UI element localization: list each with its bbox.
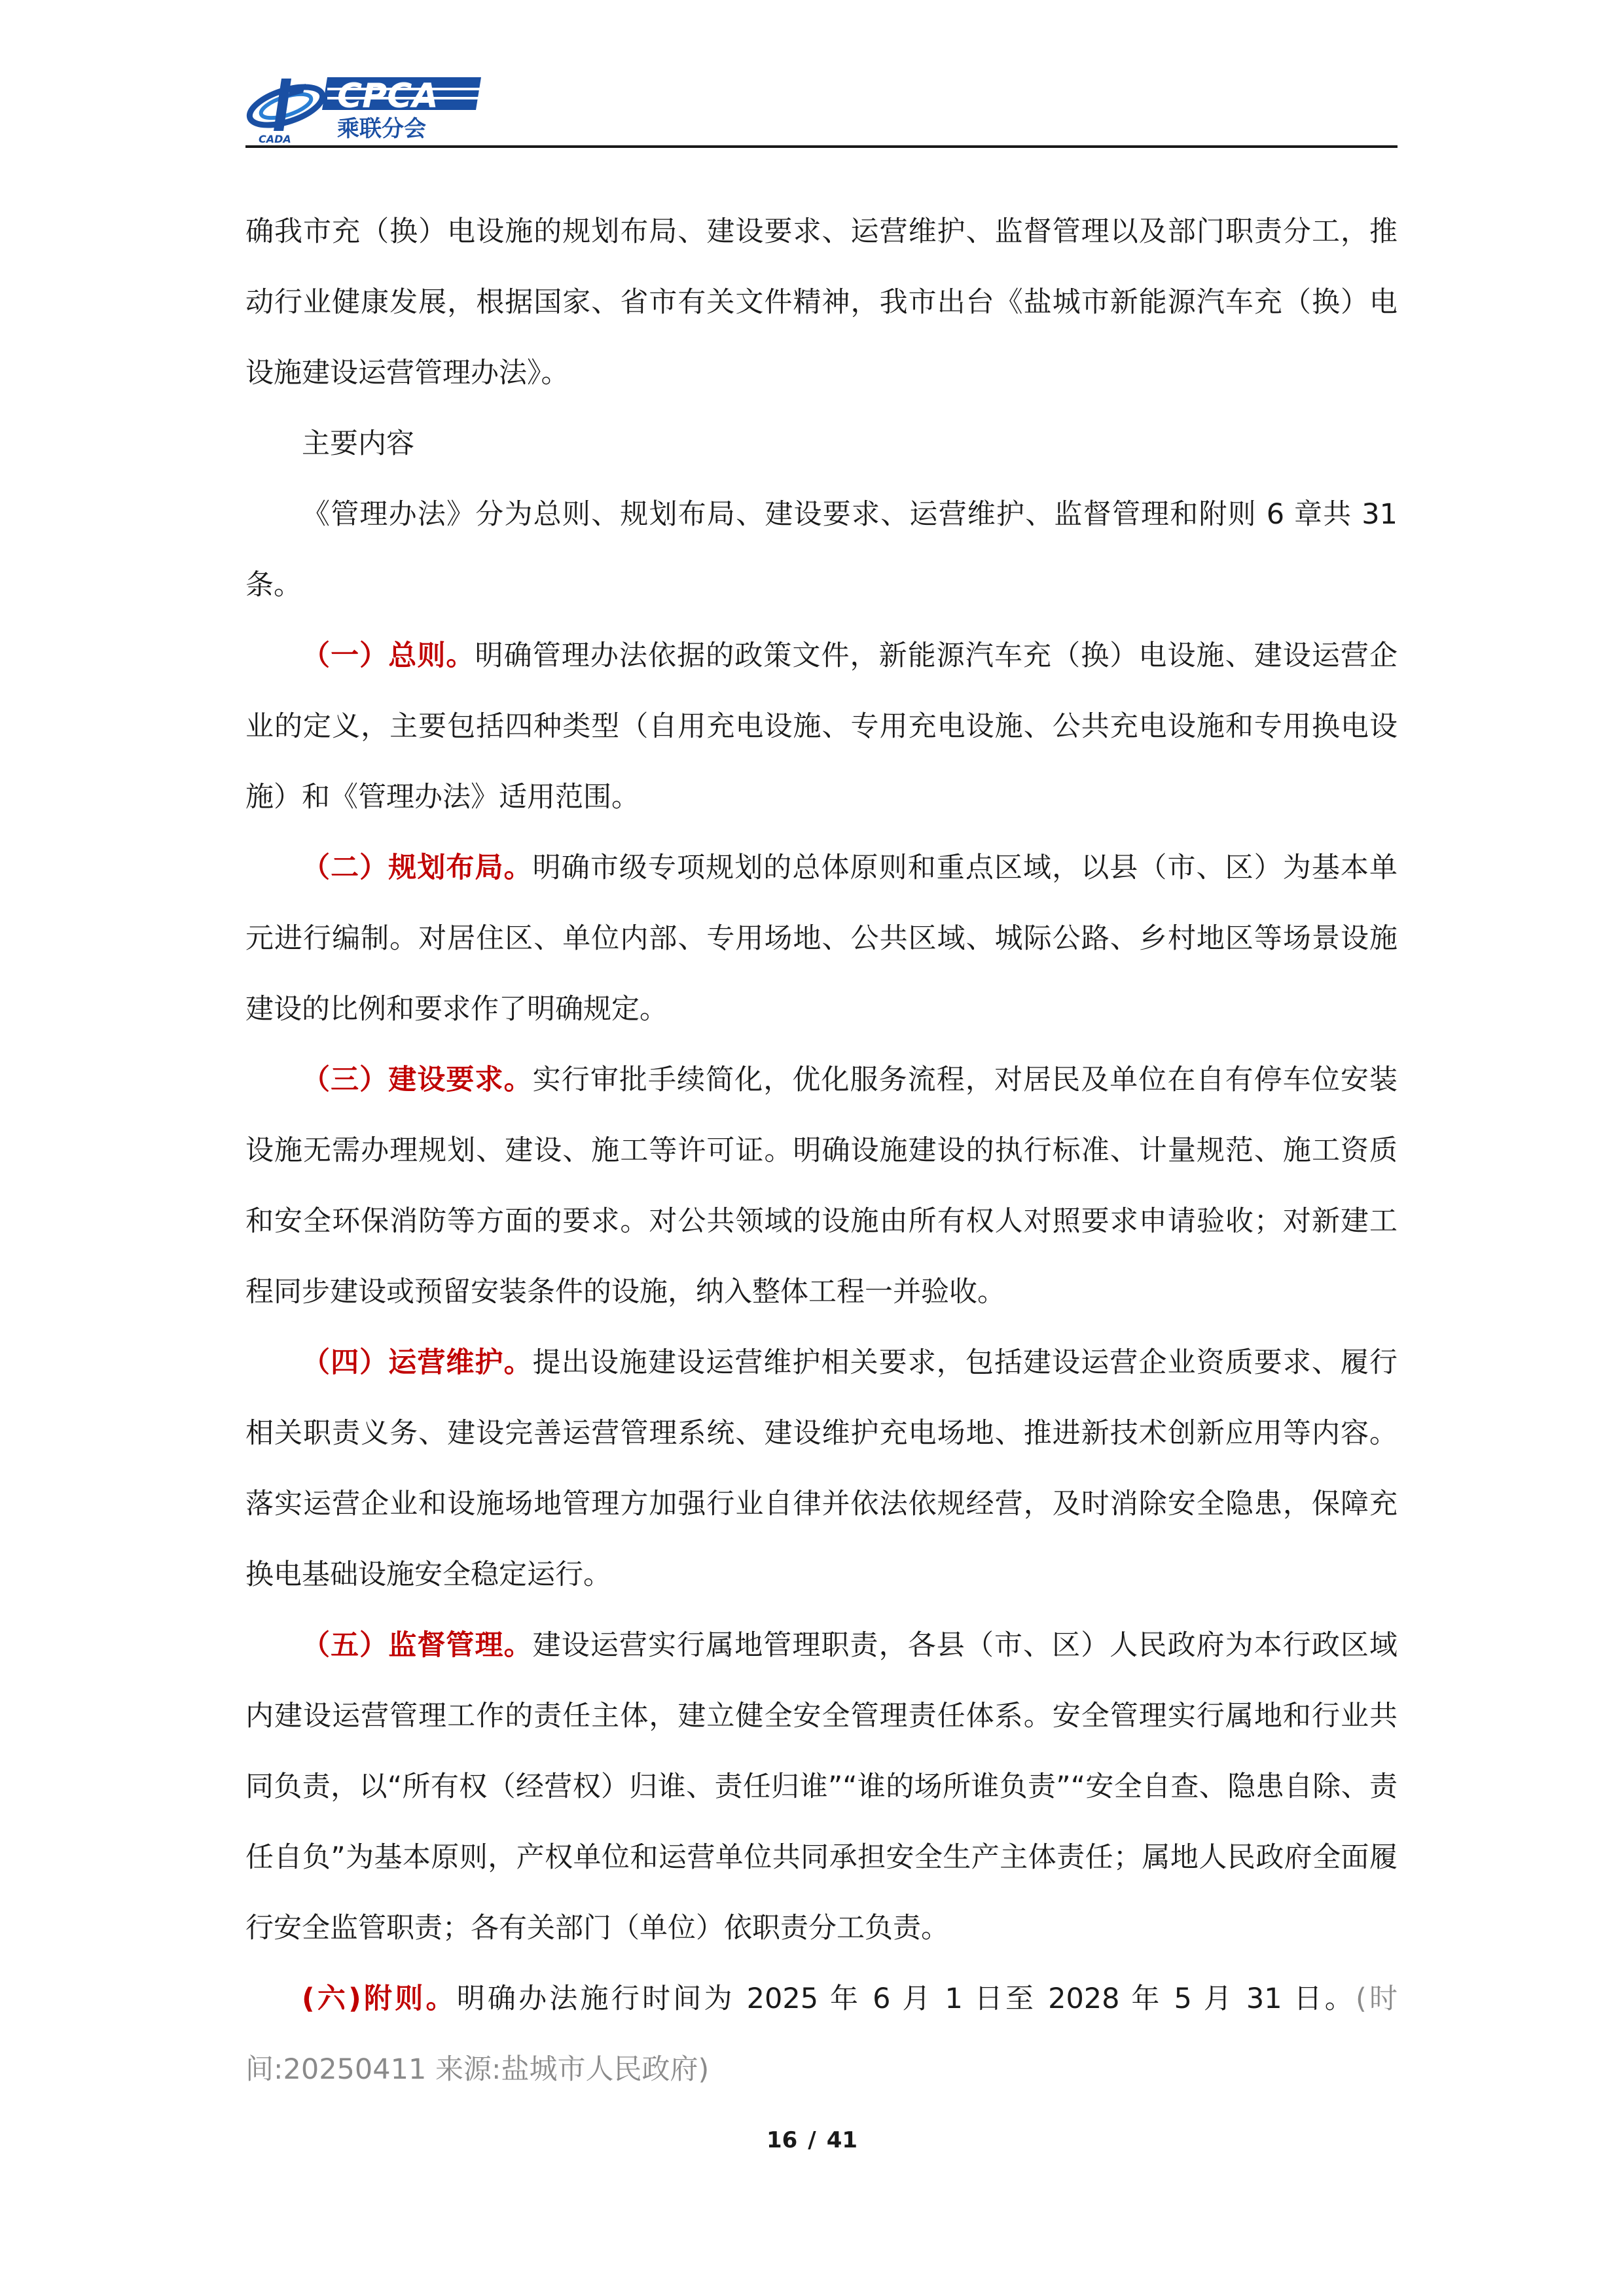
page-number bbox=[0, 2127, 1624, 2153]
source-note: (时间:20250411 来源:盐城市人民政府) bbox=[245, 1982, 1398, 2086]
item-label: (六)附则。 bbox=[302, 1982, 457, 2015]
svg-text:CPCA: CPCA bbox=[337, 77, 439, 116]
page-header bbox=[245, 65, 1398, 151]
item-label: （五）监督管理。 bbox=[302, 1629, 533, 1662]
overview-paragraph: 《管理办法》分为总则、规划布局、建设要求、运营维护、监督管理和附则 6 章共 31 条。 bbox=[245, 498, 1398, 601]
intro-paragraph: 确我市充（换）电设施的规划布局、建设要求、运营维护、监督管理以及部门职责分工，推动行业健康发展，根据国家、省市有关文件精神，我市出台《盐城市新能源汽车充（换）电设施建设运营管理办法》。 bbox=[245, 215, 1398, 389]
svg-text:乘联分会: 乘联分会 bbox=[337, 116, 426, 142]
total-pages: 41 bbox=[826, 2127, 858, 2153]
item-supervision bbox=[245, 1610, 1398, 1964]
svg-text:CADA: CADA bbox=[259, 133, 291, 145]
current-page: 16 bbox=[766, 2127, 798, 2153]
cpca-logo bbox=[245, 65, 481, 147]
item-operation bbox=[245, 1327, 1398, 1610]
document-body bbox=[245, 196, 1398, 2105]
item-label: （四）运营维护。 bbox=[302, 1346, 533, 1379]
item-text: 明确办法施行时间为 2025 年 6 月 1 日至 2028 年 5 月 31 日。 bbox=[456, 1982, 1356, 2015]
item-text: 实行审批手续简化，优化服务流程，对居民及单位在自有停车位安装设施无需办理规划、建设、施工等许可证。明确设施建设的执行标准、计量规范、施工资质和安全环保消防等方面的要求。对公共领域的设施由所有权人对照要求申请验收；对新建工程同步建设或预留安装条件的设施，纳入整体工程一并验收。 bbox=[245, 1064, 1398, 1308]
item-supplementary bbox=[245, 1964, 1398, 2105]
item-general bbox=[245, 620, 1398, 833]
item-label: （三）建设要求。 bbox=[302, 1064, 533, 1096]
page-separator: / bbox=[808, 2127, 816, 2153]
item-text: 明确市级专项规划的总体原则和重点区域，以县（市、区）为基本单元进行编制。对居住区、单位内部、专用场地、公共区域、城际公路、乡村地区等场景设施建设的比例和要求作了明确规定。 bbox=[245, 852, 1398, 1026]
item-text: 明确管理办法依据的政策文件，新能源汽车充（换）电设施、建设运营企业的定义，主要包括四种类型（自用充电设施、专用充电设施、公共充电设施和专用换电设施）和《管理办法》适用范围。 bbox=[245, 639, 1398, 814]
item-planning bbox=[245, 833, 1398, 1045]
header-divider bbox=[245, 145, 1398, 148]
item-text: 建设运营实行属地管理职责，各县（市、区）人民政府为本行政区域内建设运营管理工作的责任主体，建立健全安全管理责任体系。安全管理实行属地和行业共同负责，以“所有权（经营权）归谁、责任归谁”“谁的场所谁负责”“安全自查、隐患自除、责任自负”为基本原则，产权单位和运营单位共同承担安全生产主体责任；属地人民政府全面履行安全监管职责；各有关部门（单位）依职责分工负责。 bbox=[245, 1629, 1398, 1945]
item-label: （一）总则。 bbox=[302, 639, 475, 672]
item-text: 提出设施建设运营维护相关要求，包括建设运营企业资质要求、履行相关职责义务、建设完善运营管理系统、建设维护充电场地、推进新技术创新应用等内容。落实运营企业和设施场地管理方加强行业自律并依法依规经营，及时消除安全隐患，保障充换电基础设施安全稳定运行。 bbox=[245, 1346, 1398, 1591]
item-label: （二）规划布局。 bbox=[302, 852, 533, 884]
item-construction bbox=[245, 1045, 1398, 1327]
section-title: 主要内容 bbox=[302, 427, 414, 460]
